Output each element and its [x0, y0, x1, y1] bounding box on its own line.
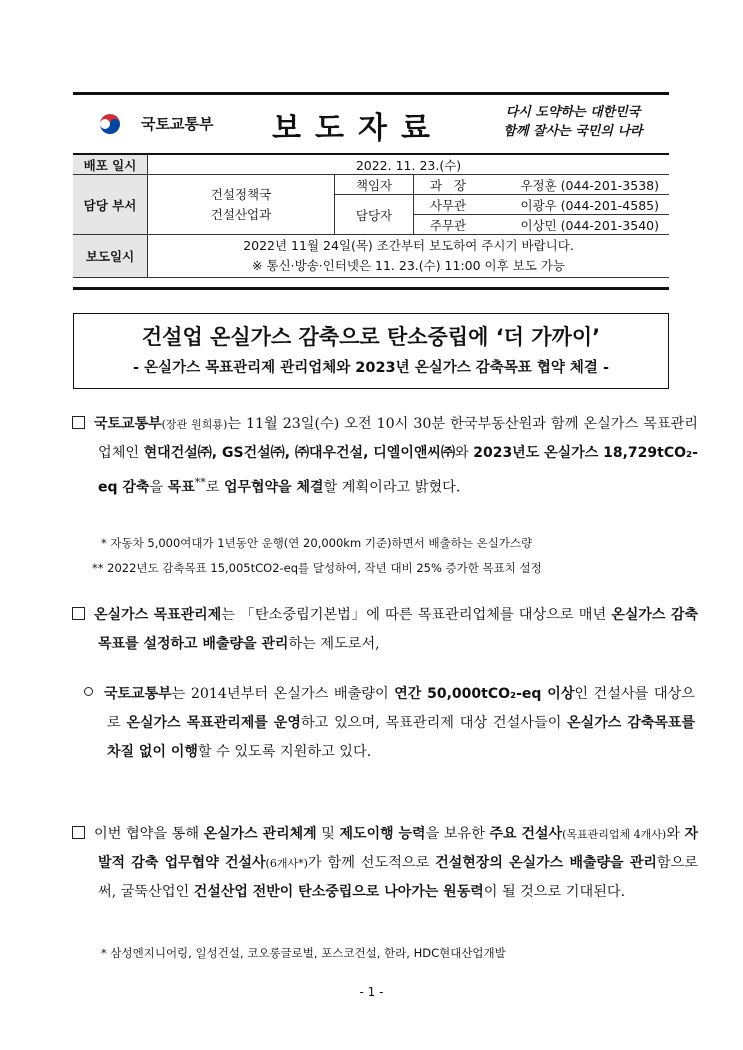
p1-note-2: ** 2022년도 감축목표 15,005tCO2-eq를 달성하여, 작년 대비 25% 증가한 목표치 설정 [92, 561, 542, 575]
p1-footnote-mark: ** [194, 476, 206, 489]
p1-agreement: 업무협약을 체결 [223, 479, 324, 496]
embargo-line-1: 2022년 11월 24일(목) 조간부터 보도하여 주시기 바랍니다. [243, 238, 574, 253]
p3-text-3: 하고 있으며, 목표관리제 대상 건설사들이 [300, 715, 568, 731]
distribution-label: 배포 일시 [73, 154, 148, 175]
p4-text-5: 가 함께 선도적으로 [307, 855, 436, 871]
staff-2-contact: 이상민 (044-201-3540) [482, 215, 669, 235]
page-number: - 1 - [359, 985, 384, 999]
government-slogan [483, 103, 663, 141]
p1-minister: (장관 원희룡) [161, 418, 228, 431]
p1-text-2: 와 [454, 445, 474, 461]
p2-text-2: 하는 제도로서, [288, 636, 380, 652]
responsible-row [73, 175, 669, 195]
p1-note-1: * 자동차 5,000여대가 1년동안 운행(연 20,000km 기준)하면서 배출하는 온실가스량 [101, 536, 533, 550]
embargo-cell [148, 235, 670, 278]
p3-implementation: 온실가스 감축목표를 차질 없이 이행 [107, 715, 695, 760]
p1-reduction-target: 2023년도 온실가스 18,729tCO₂-eq 감축 [98, 445, 698, 496]
p1-text-4: 로 [205, 479, 224, 496]
headline-title: 건설업 온실가스 감축으로 탄소중립에 ‘더 가까이’ [141, 325, 601, 349]
slogan-line-1: 다시 도약하는 대한민국 [505, 105, 641, 120]
p4-major-builders: 주요 건설사 [489, 826, 563, 842]
staff-1-title: 사무관 [414, 195, 483, 215]
embargo-label: 보도일시 [73, 235, 148, 278]
paragraph-2 [72, 601, 698, 659]
department-line-1: 건설정책국 [210, 186, 272, 202]
distribution-date: 2022. 11. 23.(수) [148, 154, 670, 175]
p3-text-4: 할 수 있도록 지원하고 있다. [197, 744, 372, 760]
ministry-emblem-icon [95, 109, 135, 139]
p2-system-name: 온실가스 목표관리제 [94, 607, 222, 623]
p4-driving-force: 건설산업 전반이 탄소중립으로 나아가는 원동력 [193, 884, 484, 900]
p4-text-3: 을 보유한 [425, 826, 490, 842]
responsible-label: 책임자 [335, 175, 414, 195]
p4-management-system: 온실가스 관리체계 [203, 826, 317, 842]
circle-bullet-icon [84, 687, 93, 696]
paragraph-1 [72, 410, 698, 503]
release-info-table [73, 153, 669, 278]
headline-subtitle: - 온실가스 목표관리제 관리업체와 2023년 온실가스 감축목표 협약 체결 - [132, 360, 609, 376]
p4-note: * 삼성엔지니어링, 일성건설, 코오롱글로벌, 포스코건설, 한라, HDC현대산업개발 [101, 946, 506, 960]
p2-emphasis: 온실가스 감축 목표를 설정하고 배출량을 관리 [98, 607, 698, 652]
headline-box [73, 313, 669, 389]
p3-operation: 온실가스 목표관리제를 운영 [126, 715, 301, 731]
p4-site-emissions: 건설현장의 온실가스 배출량을 관리 [435, 855, 657, 871]
p1-text-5: 할 계획이라고 밝혔다. [323, 479, 461, 496]
p3-threshold: 연간 50,000tCO₂-eq 이상 [394, 686, 575, 702]
paragraph-3 [84, 680, 695, 767]
p3-text-1: 는 2014년부터 온실가스 배출량이 [171, 686, 395, 702]
paragraph-4 [72, 820, 698, 907]
p4-capability: 제도이행 능력 [339, 826, 426, 842]
p1-text-1: 는 11월 23일(수) 오전 10시 30분 한국부동산원과 함께 온실가스 목표관리 업체인 [98, 416, 698, 461]
logo-area [73, 95, 669, 153]
p4-text-7: 이 될 것으로 기대된다. [483, 884, 626, 900]
p1-text-3: 을 [149, 479, 168, 496]
department-line-2: 건설산업과 [210, 206, 272, 222]
square-bullet-icon [72, 416, 85, 429]
staff-1-contact: 이광우 (044-201-4585) [482, 195, 669, 215]
embargo-line-2: ※ 통신·방송·인터넷은 11. 23.(수) 11:00 이후 보도 가능 [252, 258, 565, 273]
p2-text-1: 는 「탄소중립기본법」에 따른 목표관리업체를 대상으로 매년 [221, 607, 612, 623]
p1-ministry: 국토교통부 [94, 416, 162, 432]
square-bullet-icon [72, 826, 85, 839]
p1-target: 목표 [167, 479, 195, 496]
responsible-title: 과 장 [414, 175, 483, 195]
p4-text-6: 함으로써, 굴뚝산업인 [98, 855, 699, 900]
responsible-contact: 우정훈 (044-201-3538) [482, 175, 669, 195]
document-type-title: 보도자료 [272, 111, 444, 146]
p4-text-2: 및 [316, 826, 340, 842]
square-bullet-icon [72, 607, 85, 620]
staff-2-title: 주무관 [414, 215, 483, 235]
department-label: 담당 부서 [73, 175, 148, 235]
p4-voluntary-count: (6개사*) [265, 857, 308, 870]
p4-voluntary-builders: 자발적 감축 업무협약 건설사 [98, 826, 698, 871]
p3-ministry: 국토교통부 [104, 686, 172, 702]
p3-text-2: 인 건설사를 대상으로 [107, 686, 695, 731]
press-release-header [73, 92, 669, 290]
embargo-row [73, 235, 669, 278]
distribution-row [73, 154, 669, 175]
p4-text-4: 와 [666, 826, 685, 842]
ministry-name: 국토교통부 [141, 115, 214, 133]
department-cell [148, 175, 335, 235]
slogan-line-2: 함께 잘사는 국민의 나라 [503, 124, 643, 139]
p4-major-count: (목표관리업체 4개사) [562, 828, 667, 841]
p4-text-1: 이번 협약을 통해 [94, 826, 204, 842]
p1-companies: 현대건설㈜, GS건설㈜, ㈜대우건설, 디엘이앤씨㈜ [143, 445, 455, 461]
staff-label: 담당자 [335, 195, 414, 235]
